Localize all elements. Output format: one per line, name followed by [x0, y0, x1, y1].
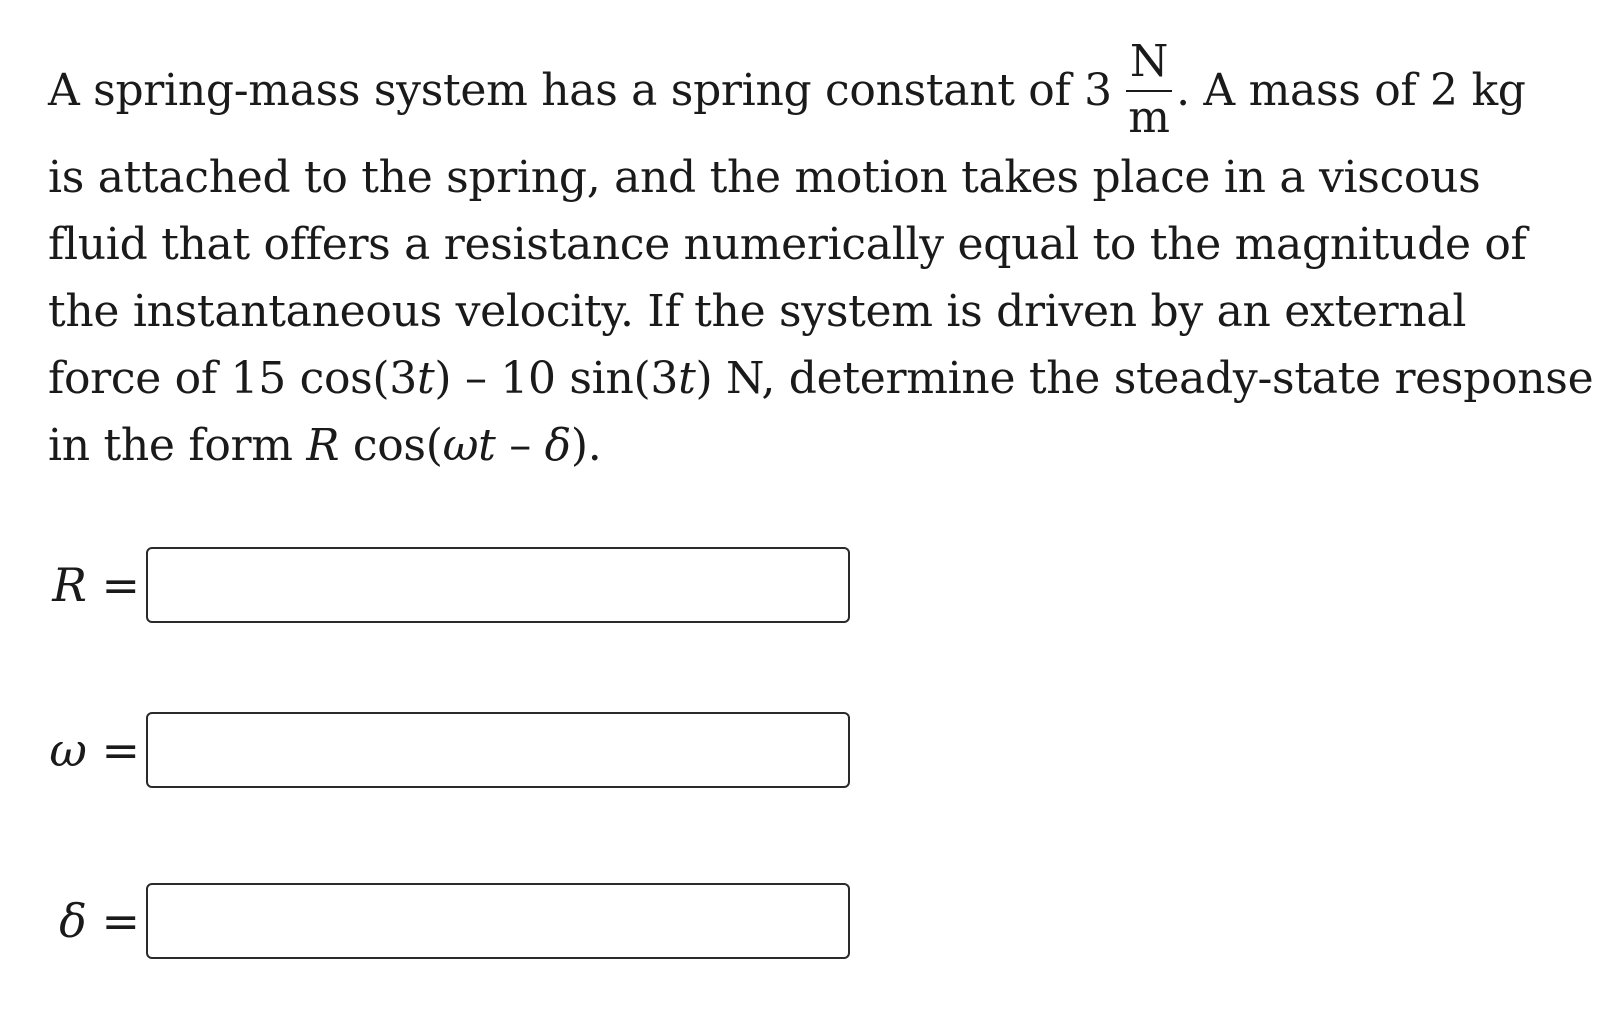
force-prefix: force of 15 cos(3: [48, 353, 417, 404]
answer-row-R: [44, 547, 850, 623]
form-cos: cos(: [339, 420, 443, 471]
answer-label-omega: ω =: [49, 723, 140, 777]
form-prefix: in the form: [48, 420, 307, 471]
answer-input-R[interactable]: [146, 547, 850, 623]
form-omega-t: ωt: [442, 420, 496, 471]
form-delta: δ: [544, 420, 571, 471]
answer-input-delta[interactable]: [146, 883, 850, 959]
form-suffix: ).: [570, 420, 602, 471]
force-variable-t-2: t: [678, 353, 696, 404]
problem-line-6: [48, 412, 1588, 479]
answer-row-delta: [44, 883, 850, 959]
problem-line-3: fluid that offers a resistance numerically equal to the magnitude of: [48, 219, 1527, 270]
form-minus: –: [495, 420, 545, 471]
problem-line-1-prefix: A spring-mass system has a spring constant of 3: [48, 64, 1112, 116]
answer-row-omega: [44, 712, 850, 788]
unit-denominator: m: [1128, 92, 1170, 143]
unit-numerator: N: [1126, 40, 1172, 92]
problem-statement: [48, 36, 1594, 479]
answer-label-R: R =: [52, 558, 140, 612]
problem-line-1: [48, 36, 1588, 144]
problem-line-5: [48, 345, 1594, 412]
answer-input-omega[interactable]: [146, 712, 850, 788]
unit-fraction: [1126, 36, 1172, 143]
answer-label-delta: δ =: [59, 894, 140, 948]
problem-line-2: is attached to the spring, and the motion takes place in a viscous: [48, 152, 1481, 203]
problem-line-1-suffix: . A mass of 2 kg: [1176, 64, 1526, 116]
force-suffix: ) N, determine the steady-state response: [695, 353, 1594, 404]
force-middle: ) – 10 sin(3: [434, 353, 679, 404]
force-variable-t-1: t: [417, 353, 435, 404]
problem-line-4: the instantaneous velocity. If the system is driven by an external: [48, 286, 1467, 337]
form-variable-R: R: [306, 420, 340, 471]
